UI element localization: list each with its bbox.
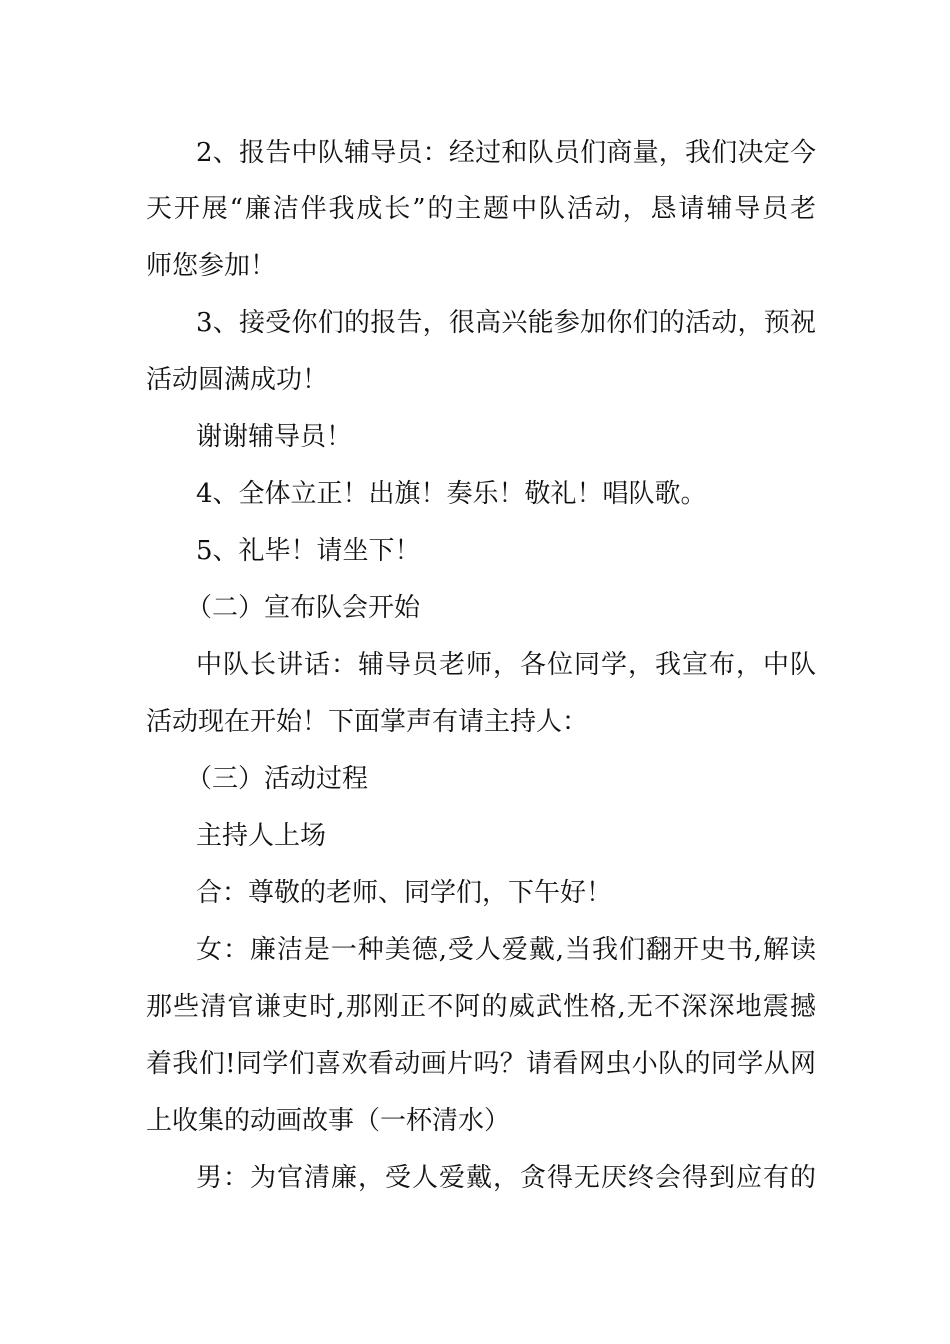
paragraph-line: 那些清官谦吏时,那刚正不阿的威武性格,无不深深地震撼: [146, 992, 816, 1022]
paragraph-line: 活动圆满成功！: [146, 365, 329, 395]
paragraph-line: 男：为官清廉，受人爱戴，贪得无厌终会得到应有的: [196, 1163, 816, 1193]
paragraph-line: 合：尊敬的老师、同学们，下午好！: [196, 878, 613, 908]
paragraph-line: 中队长讲话：辅导员老师，各位同学，我宣布，中队: [196, 650, 816, 680]
paragraph-line: 活动现在开始！下面掌声有请主持人：: [146, 707, 589, 737]
paragraph-line: 3、接受你们的报告，很高兴能参加你们的活动，预祝: [196, 308, 816, 338]
paragraph-line: 师您参加！: [146, 251, 277, 281]
paragraph-line: 着我们!同学们喜欢看动画片吗？请看网虫小队的同学从网: [146, 1049, 816, 1079]
paragraph-line: 2、报告中队辅导员：经过和队员们商量，我们决定今: [196, 138, 816, 168]
paragraph-line: 4、全体立正！出旗！奏乐！敬礼！唱队歌。: [196, 479, 707, 509]
section-heading: （三）活动过程: [186, 764, 369, 794]
paragraph-line: 5、礼毕！请坐下！: [196, 536, 421, 566]
paragraph-line: 天开展“廉洁伴我成长”的主题中队活动，恳请辅导员老: [146, 194, 816, 224]
paragraph-line: 主持人上场: [196, 821, 327, 851]
paragraph-line: 谢谢辅导员！: [196, 422, 353, 452]
paragraph-line: 女：廉洁是一种美德,受人爱戴,当我们翻开史书,解读: [196, 935, 816, 965]
paragraph-line: 上收集的动画故事（一杯清水）: [146, 1106, 511, 1136]
section-heading: （二）宣布队会开始: [186, 593, 421, 623]
